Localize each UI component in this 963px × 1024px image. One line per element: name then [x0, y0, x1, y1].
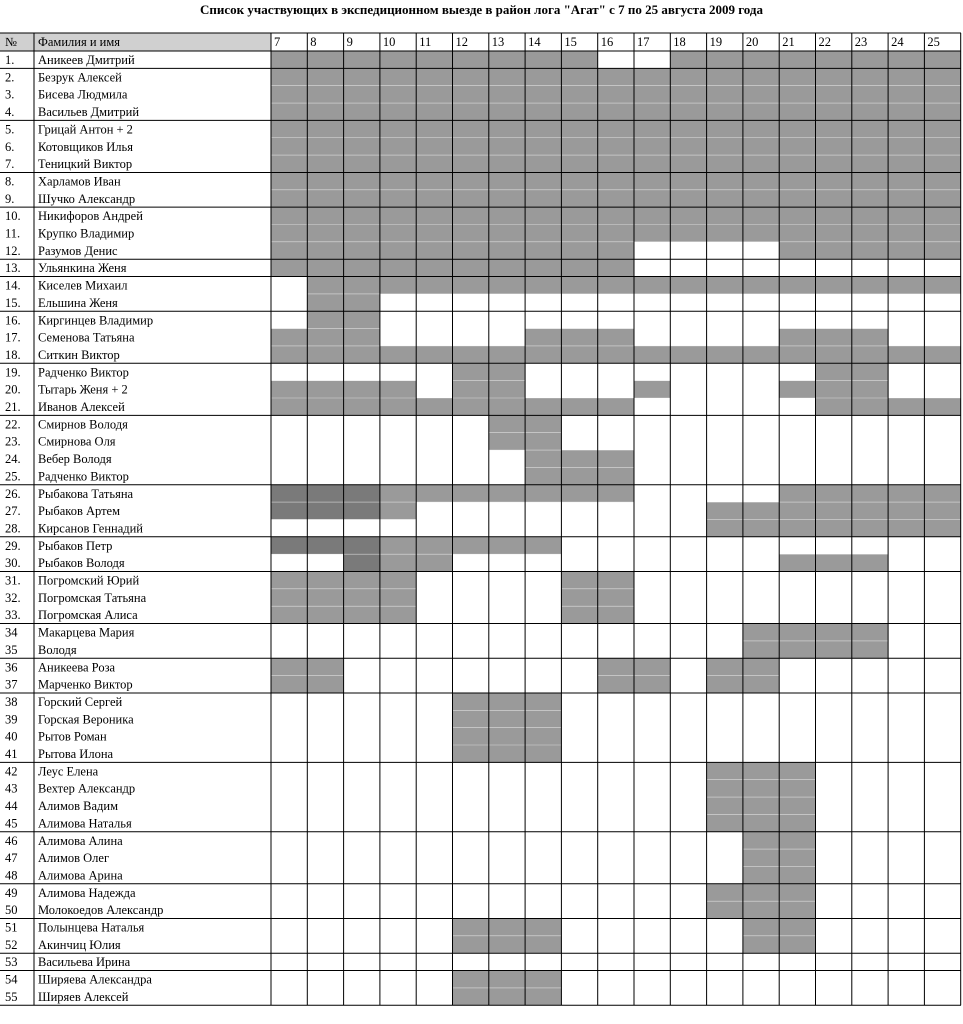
attendance-block: [525, 329, 634, 346]
attendance-block: [453, 936, 562, 953]
row-name: Никифоров Андрей: [38, 209, 143, 224]
row-name: Безрук Алексей: [38, 70, 122, 85]
day-header-label: 8: [310, 35, 317, 49]
row-name: Тытарь Женя + 2: [38, 382, 128, 397]
row-number: 28.: [5, 521, 21, 536]
day-header-label: 24: [891, 35, 904, 49]
attendance-block: [707, 762, 816, 779]
row-name: Смирнов Володя: [38, 417, 128, 432]
day-header-label: 19: [709, 35, 723, 49]
day-header-label: 21: [782, 35, 795, 49]
row-name: Горский Сергей: [38, 694, 123, 709]
attendance-block: [525, 450, 634, 467]
row-name: Рытов Роман: [38, 729, 107, 744]
row-number: 47: [5, 851, 18, 866]
row-number: 3.: [5, 87, 15, 102]
attendance-block: [271, 68, 961, 85]
row-number: 10.: [5, 209, 21, 224]
attendance-block: [271, 51, 598, 68]
attendance-block: [271, 155, 961, 172]
row-number: 5.: [5, 122, 15, 137]
day-header-label: 9: [346, 35, 353, 49]
row-number: 41: [5, 747, 18, 761]
row-name: Аникеев Дмитрий: [38, 53, 135, 67]
row-name: Ельшина Женя: [38, 295, 118, 310]
attendance-block: [707, 884, 816, 901]
attendance-block: [271, 329, 380, 346]
row-name: Киселев Михаил: [38, 278, 128, 293]
row-number: 29.: [5, 538, 21, 553]
row-number: 35: [5, 642, 18, 657]
attendance-block: [453, 710, 562, 727]
row-number: 51: [5, 920, 18, 935]
row-number: 26.: [5, 486, 21, 501]
day-header-label: 23: [854, 35, 868, 49]
row-number: 11.: [5, 226, 21, 241]
row-name: Горская Вероника: [38, 712, 134, 727]
day-header-label: 22: [818, 35, 831, 49]
day-header-label: 12: [455, 35, 468, 49]
attendance-block: [271, 207, 961, 224]
row-name: Погромская Татьяна: [38, 590, 147, 605]
row-name: Шучко Александр: [38, 191, 136, 206]
row-number: 32.: [5, 590, 21, 605]
attendance-block: [707, 502, 961, 519]
attendance-block: [380, 537, 562, 554]
attendance-block: [344, 554, 380, 571]
row-name: Васильева Ирина: [38, 955, 131, 970]
attendance-block: [779, 381, 888, 398]
row-name: Ситкин Виктор: [38, 347, 120, 362]
row-number: 17.: [5, 330, 21, 345]
row-number: 18.: [5, 347, 21, 362]
row-name: Радченко Виктор: [38, 365, 129, 380]
row-number: 4.: [5, 105, 15, 120]
row-number: 20.: [5, 382, 21, 397]
row-number: 54: [5, 972, 18, 987]
row-name: Ульянкина Женя: [38, 261, 127, 276]
row-name: Крупко Владимир: [38, 226, 135, 241]
row-name: Молокоедов Александр: [38, 903, 164, 918]
header-num-label: №: [5, 35, 17, 49]
row-name: Радченко Виктор: [38, 469, 129, 484]
attendance-block: [779, 329, 888, 346]
row-name: Алимова Алина: [38, 833, 123, 848]
day-header-label: 13: [491, 35, 505, 49]
attendance-block: [707, 797, 816, 814]
attendance-block: [453, 971, 562, 988]
attendance-block: [525, 467, 634, 484]
row-number: 49: [5, 885, 18, 900]
attendance-block: [779, 242, 961, 259]
day-header-label: 14: [528, 35, 541, 49]
header-name-label: Фамилия и имя: [38, 35, 120, 49]
row-number: 40: [5, 729, 18, 744]
row-name: Теницкий Виктор: [38, 157, 133, 172]
row-number: 34: [5, 625, 18, 640]
attendance-block: [271, 86, 961, 103]
row-number: 25.: [5, 469, 21, 484]
row-name: Киргинцев Владимир: [38, 313, 154, 328]
attendance-block: [707, 780, 816, 797]
row-name: Семенова Татьяна: [38, 330, 135, 345]
row-name: Акинчиц Юлия: [38, 937, 121, 952]
row-name: Леус Елена: [38, 764, 99, 779]
row-name: Погромская Алиса: [38, 608, 138, 623]
row-number: 38: [5, 694, 18, 709]
row-number: 55: [5, 989, 18, 1004]
row-name: Алимов Олег: [38, 851, 110, 866]
attendance-block: [271, 103, 961, 120]
row-number: 36: [5, 660, 18, 675]
attendance-block: [271, 138, 961, 155]
row-name: Вебер Володя: [38, 452, 112, 467]
row-number: 50: [5, 903, 18, 918]
row-name: Алимова Наталья: [38, 816, 132, 831]
row-name: Харламов Иван: [38, 174, 121, 189]
row-number: 16.: [5, 313, 21, 328]
row-name: Ширяева Александра: [38, 972, 152, 987]
row-number: 39: [5, 712, 18, 727]
row-name: Рыбакова Татьяна: [38, 486, 134, 501]
row-number: 27.: [5, 504, 21, 519]
row-number: 15.: [5, 295, 21, 310]
attendance-block: [453, 728, 562, 745]
attendance-block: [271, 502, 380, 519]
row-name: Володя: [38, 642, 77, 657]
row-number: 44: [5, 799, 18, 814]
attendance-block: [634, 381, 670, 398]
row-number: 1.: [5, 53, 15, 67]
attendance-block: [453, 693, 562, 710]
row-number: 46: [5, 833, 18, 848]
row-number: 12.: [5, 243, 21, 258]
day-header-label: 25: [927, 35, 940, 49]
row-number: 33.: [5, 608, 21, 623]
row-number: 43: [5, 781, 18, 796]
row-number: 31.: [5, 573, 21, 588]
row-name: Марченко Виктор: [38, 677, 133, 692]
attendance-block: [271, 172, 961, 189]
day-header-label: 11: [419, 35, 432, 49]
day-header-label: 10: [382, 35, 396, 49]
day-header-label: 20: [745, 35, 759, 49]
row-name: Иванов Алексей: [38, 400, 125, 414]
row-name: Рыбаков Артем: [38, 504, 121, 519]
attendance-block: [779, 485, 961, 502]
row-name: Алимов Вадим: [38, 799, 118, 814]
attendance-block: [271, 225, 961, 242]
row-number: 22.: [5, 417, 21, 432]
row-name: Макарцева Мария: [38, 625, 135, 640]
day-header-label: 16: [600, 35, 614, 49]
attendance-block: [380, 485, 634, 502]
row-name: Смирнова Оля: [38, 434, 116, 449]
row-name: Полынцева Наталья: [38, 920, 145, 935]
attendance-block: [707, 901, 816, 918]
row-name: Васильев Дмитрий: [38, 105, 140, 120]
row-number: 8.: [5, 174, 15, 189]
attendance-block: [707, 519, 961, 536]
row-name: Грицай Антон + 2: [38, 122, 133, 137]
day-header-label: 18: [673, 35, 686, 49]
day-header-label: 15: [564, 35, 577, 49]
row-number: 45: [5, 816, 18, 831]
attendance-block: [707, 814, 816, 831]
row-name: Алимова Надежда: [38, 885, 136, 900]
row-number: 6.: [5, 139, 15, 154]
row-number: 21.: [5, 400, 21, 414]
row-name: Бисева Людмила: [38, 87, 128, 102]
attendance-block: [779, 554, 888, 571]
row-number: 2.: [5, 70, 15, 85]
attendance-block: [453, 745, 562, 762]
row-name: Аникеева Роза: [38, 660, 116, 675]
page-title: Список участвующих в экспедиционном выезде в район лога "Агат" с 7 по 25 августа 2009 года: [200, 2, 763, 17]
row-number: 13.: [5, 261, 21, 276]
attendance-block: [271, 120, 961, 137]
row-number: 42: [5, 764, 18, 779]
row-number: 9.: [5, 191, 15, 206]
row-name: Кирсанов Геннадий: [38, 521, 143, 536]
row-name: Погромский Юрий: [38, 573, 140, 588]
attendance-block: [271, 537, 380, 554]
row-name: Котовщиков Илья: [38, 139, 133, 154]
attendance-block: [271, 346, 961, 363]
attendance-block: [453, 988, 562, 1005]
attendance-block: [380, 502, 416, 519]
row-number: 14.: [5, 278, 21, 293]
row-number: 7.: [5, 157, 15, 172]
row-name: Рыбаков Петр: [38, 538, 113, 553]
row-name: Разумов Денис: [38, 243, 118, 258]
row-name: Ширяев Алексей: [38, 989, 129, 1004]
attendance-block: [271, 190, 961, 207]
row-number: 30.: [5, 556, 21, 571]
row-number: 53: [5, 955, 18, 970]
day-header-label: 7: [274, 35, 281, 49]
row-name: Алимова Арина: [38, 868, 123, 883]
attendance-block: [271, 485, 380, 502]
row-number: 37: [5, 677, 18, 692]
row-name: Рыбаков Володя: [38, 556, 125, 571]
row-number: 23.: [5, 434, 21, 449]
row-name: Рытова Илона: [38, 747, 114, 761]
row-number: 52: [5, 937, 18, 952]
attendance-block: [453, 919, 562, 936]
row-number: 19.: [5, 365, 21, 380]
row-number: 48: [5, 868, 18, 883]
day-header-label: 17: [637, 35, 650, 49]
row-number: 24.: [5, 452, 21, 467]
row-name: Вехтер Александр: [38, 781, 136, 796]
